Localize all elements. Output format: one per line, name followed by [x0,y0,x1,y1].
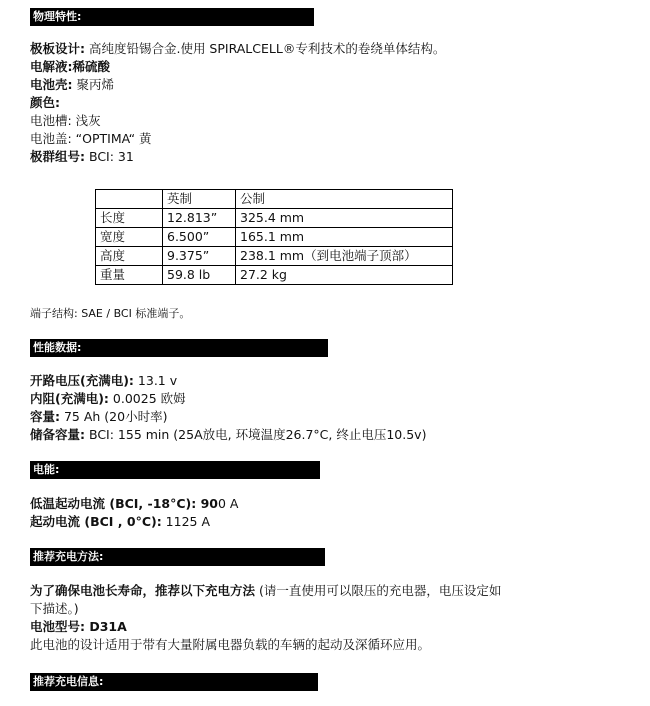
table-header-cell: 公制 [236,190,453,209]
table-row [96,266,453,285]
section-header-charging-info: 推荐充电信息: [30,673,318,691]
ca-value: 1125 A [161,514,211,529]
table-cell: 165.1 mm [236,228,453,247]
case-value: 聚丙烯 [72,77,114,92]
internal-resistance-value: 0.0025 欧姆 [108,391,186,406]
ca-line [30,513,210,531]
table-cell: 6.500” [163,228,236,247]
electrolyte-line: 电解液:稀硫酸 [30,59,110,74]
case-label: 电池壳: [30,77,73,92]
terminal-structure: 端子结构: SAE / BCI 标准端子。 [30,307,191,320]
cca-value: 0 A [217,496,239,511]
internal-resistance-label: 内阻(充满电): [30,391,109,406]
case-line [30,76,114,94]
table-cell: 高度 [96,247,163,266]
table-header-cell: 英制 [163,190,236,209]
table-cell: 27.2 kg [236,266,453,285]
reserve-capacity-value: BCI: 155 min (25A放电, 环境温度26.7°C, 终止电压10.5v) [85,427,427,442]
capacity-line [30,408,167,426]
section-header-performance: 性能数据: [30,339,328,357]
ocv-value: 13.1 v [133,373,178,388]
capacity-label: 容量: [30,409,60,424]
color-label: 颜色: [30,95,60,110]
table-cell: 重量 [96,266,163,285]
group-label: 极群组号: [30,149,85,164]
color-body-line: 电池槽: 浅灰 [30,113,101,128]
reserve-capacity-label: 储备容量: [30,427,85,442]
ca-label: 起动电流 (BCI , 0°C): [30,514,162,529]
section-header-physical: 物理特性: [30,8,314,26]
dimensions-table [95,189,453,285]
plate-design-label: 极板设计: [30,41,85,56]
charging-intro-rest: (请一直使用可以限压的充电器，电压设定如 [255,583,502,598]
table-row [96,247,453,266]
table-cell: 宽度 [96,228,163,247]
reserve-capacity-line [30,426,426,444]
internal-resistance-line [30,390,186,408]
ocv-label: 开路电压(充满电): [30,373,134,388]
table-cell: 59.8 lb [163,266,236,285]
group-line [30,148,134,166]
usage-line: 此电池的设计适用于带有大量附属电器负载的车辆的起动及深循环应用。 [30,637,431,652]
charging-intro-line-2: 下描述。) [30,601,79,616]
group-value: BCI: 31 [85,149,134,164]
plate-design-value: 高纯度铅锡合金.使用 SPIRALCELL®专利技术的卷绕单体结构。 [85,41,446,56]
table-cell: 9.375” [163,247,236,266]
charging-intro-bold: 为了确保电池长寿命，推荐以下充电方法 [30,583,256,598]
table-cell: 12.813” [163,209,236,228]
cca-line [30,495,238,513]
section-header-charging-method: 推荐充电方法: [30,548,325,566]
table-row [96,209,453,228]
plate-design-line [30,40,445,58]
table-cell: 238.1 mm（到电池端子顶部） [236,247,453,266]
battery-model-line: 电池型号: D31A [30,619,127,634]
ocv-line [30,372,177,390]
cca-label: 低温起动电流 (BCI, -18°C): 90 [30,496,218,511]
table-row [96,228,453,247]
table-header-cell [96,190,163,209]
charging-intro-line [30,582,501,600]
table-cell: 325.4 mm [236,209,453,228]
table-cell: 长度 [96,209,163,228]
table-header-row [96,190,453,209]
color-cover-line: 电池盖: “OPTIMA“ 黄 [30,131,152,146]
capacity-value: 75 Ah (20小时率) [60,409,168,424]
section-header-power: 电能: [30,461,320,479]
